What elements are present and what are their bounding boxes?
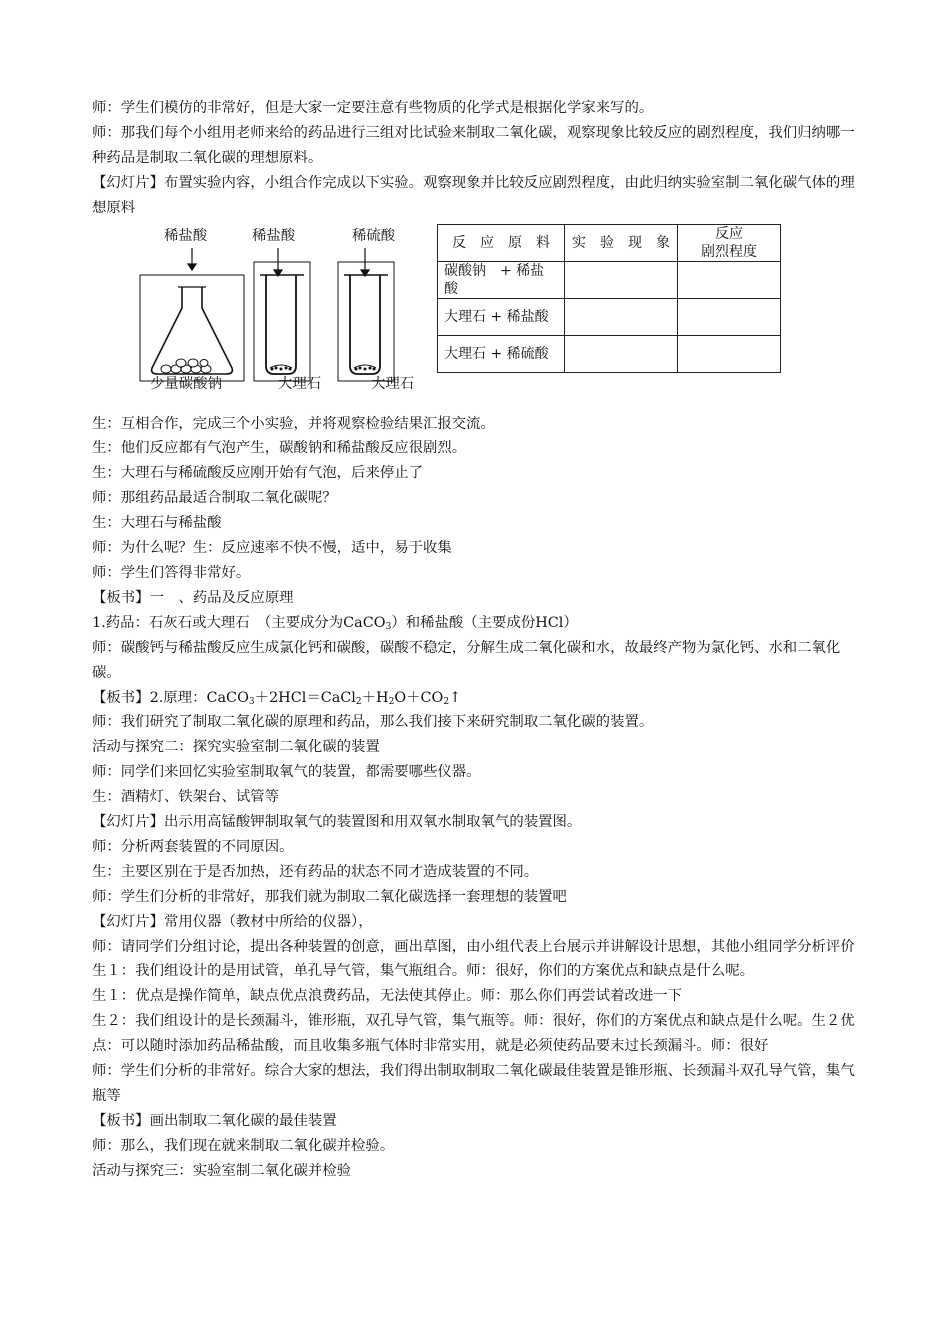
paragraph: 生：大理石与稀硫酸反应刚开始有气泡，后来停止了 bbox=[92, 465, 423, 482]
table-row bbox=[438, 335, 781, 372]
paragraph: 生：主要区别在于是否加热，还有药品的状态不同才造成装置的不同。 bbox=[92, 863, 539, 880]
paragraph: 【板书】画出制取二氧化碳的最佳装置 bbox=[92, 1112, 337, 1129]
paragraph: 生２：我们组设计的是长颈漏斗，锥形瓶，双孔导气管，集气瓶等。师：很好，你们的方案优点和缺点是什么呢。生２优点：可以随时添加药品稀盐酸，而且收集多瓶气体时非常实用，就是必须使药品要末过长颈漏斗。师：很好 bbox=[92, 1013, 855, 1055]
paragraph: 师：分析两套装置的不同原因。 bbox=[92, 838, 294, 855]
paragraph: 生１：优点是操作简单，缺点优点浪费药品，无法使其停止。师：那么你们再尝试着改进一下 bbox=[92, 988, 683, 1005]
table-cell bbox=[565, 298, 678, 335]
table-header: 反应 剧烈程度 bbox=[678, 224, 781, 261]
table-row bbox=[438, 298, 781, 335]
paragraph: 【幻灯片】布置实验内容，小组合作完成以下实验。观察现象并比较反应剧烈程度，由此归纳实验室制二氧化碳气体的理想原料 bbox=[92, 174, 855, 216]
table-cell: 大理石 + 稀硫酸 bbox=[438, 335, 565, 372]
paragraph: 师：我们研究了制取二氧化碳的原理和药品，那么我们接下来研究制取二氧化碳的装置。 bbox=[92, 714, 654, 731]
comparison-table bbox=[437, 224, 781, 373]
table-header: 实 验 现 象 bbox=[565, 224, 678, 261]
text-span: 1.药品：石灰石或大理石 （主要成分为CaCO bbox=[92, 614, 386, 631]
text-span: ）和稀盐酸（主要成份HCl） bbox=[391, 614, 578, 631]
subscript: 2 bbox=[443, 696, 450, 707]
paragraph: 师：学生们分析的非常好，那我们就为制取二氧化碳选择一套理想的装置吧 bbox=[92, 888, 567, 905]
subscript: 2 bbox=[355, 696, 362, 707]
text-span: ↑ bbox=[449, 689, 462, 706]
table-cell bbox=[565, 261, 678, 298]
paragraph: 师：为什么呢？生：反应速率不快不慢，适中，易于收集 bbox=[92, 540, 452, 557]
paragraph: 活动与探究三：实验室制二氧化碳并检验 bbox=[92, 1162, 352, 1179]
paragraph: 活动与探究二：探究实验室制二氧化碳的装置 bbox=[92, 739, 380, 756]
reagent-label-2: 稀盐酸 bbox=[252, 227, 296, 244]
paragraph: 师：那么，我们现在就来制取二氧化碳并检验。 bbox=[92, 1137, 395, 1154]
subscript: 2 bbox=[388, 696, 395, 707]
text-span: ＋2HCl＝CaCl bbox=[254, 689, 356, 706]
table-cell bbox=[678, 335, 781, 372]
table-cell bbox=[565, 335, 678, 372]
apparatus-drawing bbox=[138, 248, 418, 388]
paragraph: 生：他们反应都有气泡产生，碳酸钠和稀盐酸反应很剧烈。 bbox=[92, 440, 467, 457]
table-cell bbox=[678, 298, 781, 335]
document-page bbox=[92, 96, 862, 1184]
paragraph: 师：学生们模仿的非常好，但是大家一定要注意有些物质的化学式是根据化学家来写的。 bbox=[92, 100, 654, 116]
subscript: 3 bbox=[385, 621, 392, 632]
table-row bbox=[438, 261, 781, 298]
paragraph: 师：请同学们分组讨论，提出各种装置的创意，画出草图，由小组代表上台展示并讲解设计思想，其他小组同学分析评价 bbox=[92, 938, 855, 955]
subscript: 3 bbox=[248, 696, 255, 707]
table-cell bbox=[678, 261, 781, 298]
solid-label-1: 少量碳酸钠 bbox=[150, 375, 222, 392]
paragraph: 师：那组药品最适合制取二氧化碳呢？ bbox=[92, 490, 337, 507]
paragraph: 生１：我们组设计的是用试管，单孔导气管，集气瓶组合。师：很好，你们的方案优点和缺点是什么呢。 bbox=[92, 963, 754, 980]
equation-line bbox=[92, 686, 862, 711]
paragraph: 生：酒精灯、铁架台、试管等 bbox=[92, 789, 280, 806]
paragraph: 师：那我们每个小组用老师来给的药品进行三组对比试验来制取二氧化碳，观察现象比较反应的剧烈程度，我们归纳哪一种药品是制取二氧化碳的理想原料。 bbox=[92, 124, 855, 166]
text-span: ＋H bbox=[361, 689, 389, 706]
text-span: 【板书】2.原理：CaCO bbox=[92, 689, 249, 706]
paragraph: 师：学生们答得非常好。 bbox=[92, 564, 251, 581]
table-header: 反 应 原 料 bbox=[438, 224, 565, 261]
table-cell: 碳酸钠 + 稀盐酸 bbox=[438, 261, 565, 298]
solid-label-2: 大理石 bbox=[278, 375, 322, 392]
paragraph: 师：学生们分析的非常好。综合大家的想法，我们得出制取制取二氧化碳最佳装置是锥形瓶、长颈漏斗双孔导气管，集气瓶等 bbox=[92, 1063, 855, 1104]
paragraph: 【幻灯片】出示用高锰酸钾制取氧气的装置图和用双氧水制取氧气的装置图。 bbox=[92, 814, 582, 831]
paragraph: 【板书】一 、药品及反应原理 bbox=[92, 589, 294, 606]
conical-flask-icon bbox=[152, 287, 233, 374]
solid-label-3: 大理石 bbox=[371, 375, 415, 392]
table-cell: 大理石 + 稀盐酸 bbox=[438, 298, 565, 335]
drug-line bbox=[92, 611, 862, 636]
reagent-label-3: 稀硫酸 bbox=[352, 227, 396, 244]
paragraph: 师：碳酸钙与稀盐酸反应生成氯化钙和碳酸，碳酸不稳定，分解生成二氧化碳和水，故最终产物为氯化钙、水和二氧化碳。 bbox=[92, 639, 841, 681]
paragraph: 【幻灯片】常用仪器（教材中所给的仪器）， bbox=[92, 913, 373, 930]
paragraph: 生：互相合作，完成三个小实验，并将观察检验结果汇报交流。 bbox=[92, 415, 495, 432]
paragraph: 师：同学们来回忆实验室制取氧气的装置，都需要哪些仪器。 bbox=[92, 764, 481, 781]
test-tube-icon bbox=[260, 275, 304, 374]
table-header-row bbox=[438, 224, 781, 261]
reagent-label-1: 稀盐酸 bbox=[164, 227, 208, 244]
paragraph: 生：大理石与稀盐酸 bbox=[92, 515, 222, 532]
experiment-figure bbox=[92, 224, 862, 412]
test-tube-icon bbox=[344, 275, 388, 374]
text-span: O＋CO bbox=[394, 689, 444, 706]
